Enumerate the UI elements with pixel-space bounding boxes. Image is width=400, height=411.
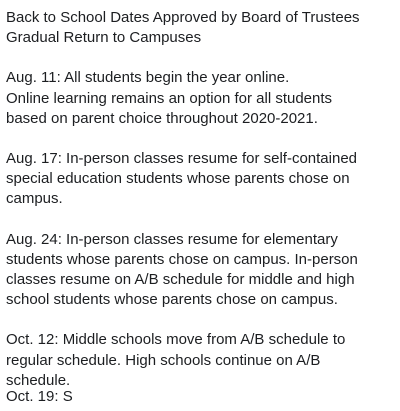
entry-line: special education students whose parents chose on: [6, 170, 350, 188]
entry-line: regular schedule. High schools continue on A/B: [6, 351, 321, 369]
date-entry-aug-24: [6, 230, 398, 311]
entry-line: schedule.: [6, 371, 71, 389]
cutoff-next-entry: [6, 388, 126, 405]
post-text: [6, 8, 398, 411]
entry-line: school students whose parents chose on campus.: [6, 291, 338, 309]
date-entry-aug-17: [6, 149, 398, 210]
entry-line: Aug. 24: In-person classes resume for elementary: [6, 230, 338, 248]
entry-line: Aug. 11: All students begin the year online.: [6, 69, 290, 87]
entry-line: campus.: [6, 190, 63, 208]
announcement-title: Back to School Dates Approved by Board of Trustees: [6, 9, 360, 26]
date-entry-oct-12: [6, 330, 398, 391]
entry-line: Aug. 17: In-person classes resume for self-contained: [6, 150, 358, 168]
entry-line: based on parent choice throughout 2020-2021.: [6, 109, 318, 127]
entry-line: Online learning remains an option for all students: [6, 89, 333, 107]
cutoff-text: Oct. 19: S: [6, 388, 73, 405]
announcement-header: [6, 8, 398, 48]
date-entry-aug-11: [6, 68, 398, 129]
announcement-subtitle: Gradual Return to Campuses: [6, 29, 202, 47]
entry-line: Oct. 12: Middle schools move from A/B schedule to: [6, 331, 346, 349]
entry-line: students whose parents chose on campus. In-person: [6, 250, 358, 268]
entry-line: classes resume on A/B schedule for middle and high: [6, 271, 355, 289]
